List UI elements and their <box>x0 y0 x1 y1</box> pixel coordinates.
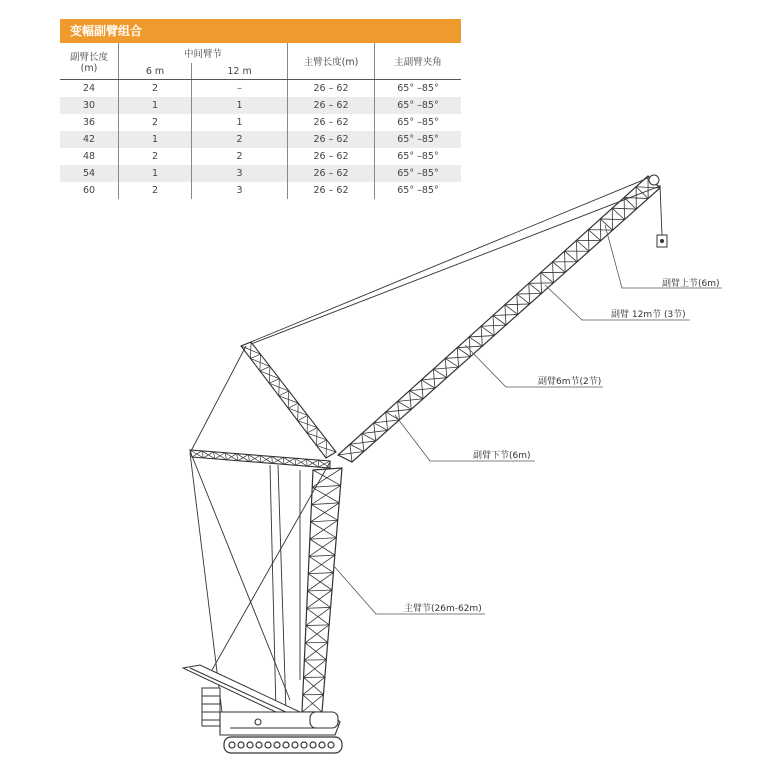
cell-12m: 3 <box>192 182 288 199</box>
cell-angle: 65° –85° <box>375 114 462 131</box>
cell-6m: 1 <box>119 131 192 148</box>
label-main-boom: 主臂节(26m-62m) <box>404 604 482 614</box>
cell-jib: 48 <box>60 148 119 165</box>
label-jib-top: 副臂上节(6m) <box>662 279 720 289</box>
cell-angle: 65° –85° <box>375 165 462 182</box>
cell-boom: 26 – 62 <box>288 131 375 148</box>
cell-angle: 65° –85° <box>375 148 462 165</box>
cell-boom: 26 – 62 <box>288 165 375 182</box>
upper-carriage <box>220 712 340 735</box>
cell-12m: 2 <box>192 131 288 148</box>
cell-boom: 26 – 62 <box>288 148 375 165</box>
header-main-boom-angle: 主副臂夹角 <box>375 43 462 80</box>
cell-6m: 2 <box>119 80 192 98</box>
cell-jib: 36 <box>60 114 119 131</box>
cell-6m: 1 <box>119 165 192 182</box>
cell-angle: 65° –85° <box>375 97 462 114</box>
cell-jib: 24 <box>60 80 119 98</box>
cell-jib: 54 <box>60 165 119 182</box>
cell-12m: 1 <box>192 114 288 131</box>
cell-12m: 2 <box>192 148 288 165</box>
cell-boom: 26 – 62 <box>288 80 375 98</box>
rear-mast <box>190 450 330 468</box>
header-main-boom-length: 主臂长度(m) <box>288 43 375 80</box>
header-middle-section: 中间臂节 <box>119 43 288 63</box>
cell-12m: – <box>192 80 288 98</box>
cell-boom: 26 – 62 <box>288 97 375 114</box>
cell-6m: 2 <box>119 114 192 131</box>
cell-angle: 65° –85° <box>375 131 462 148</box>
label-jib-6m: 副臂6m节(2节) <box>538 377 602 387</box>
label-jib-bottom: 副臂下节(6m) <box>473 451 531 461</box>
cell-6m: 2 <box>119 182 192 199</box>
pendant-lines <box>190 178 662 712</box>
header-12m: 12 m <box>192 63 288 80</box>
header-jib-length-line2: (m) <box>80 62 98 74</box>
cell-jib: 42 <box>60 131 119 148</box>
crawler-track <box>224 737 342 753</box>
header-jib-length-line1: 副臂长度 <box>69 51 108 63</box>
header-6m: 6 m <box>119 63 192 80</box>
cell-12m: 3 <box>192 165 288 182</box>
cell-6m: 2 <box>119 148 192 165</box>
cell-angle: 65° –85° <box>375 80 462 98</box>
cell-jib: 30 <box>60 97 119 114</box>
label-jib-12m: 副臂 12m节 (3节) <box>611 310 686 320</box>
cell-boom: 26 – 62 <box>288 182 375 199</box>
cell-angle: 65° –85° <box>375 182 462 199</box>
cell-6m: 1 <box>119 97 192 114</box>
cell-boom: 26 – 62 <box>288 114 375 131</box>
cell-12m: 1 <box>192 97 288 114</box>
table-title: 变幅副臂组合 <box>60 19 461 43</box>
jib-strut <box>241 342 336 458</box>
main-boom <box>302 468 342 712</box>
cell-jib: 60 <box>60 182 119 199</box>
